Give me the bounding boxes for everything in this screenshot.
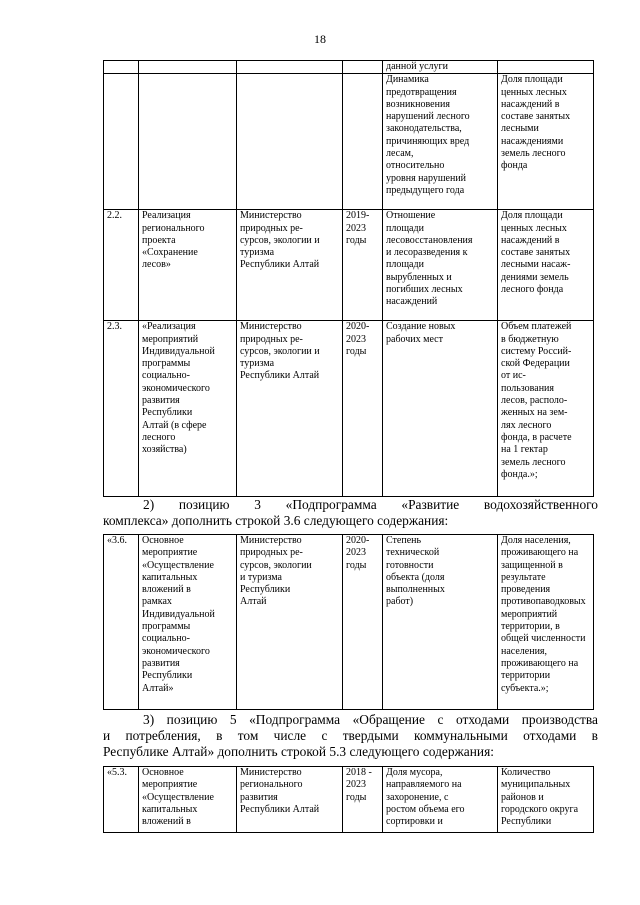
paragraph-line: комплекса» дополнить строкой 3.6 следующего содержания: — [103, 513, 449, 528]
paragraph-item-3 — [103, 712, 598, 760]
table-waste — [103, 766, 594, 833]
cell-result: Количество муниципальных районов и городского округа Республики — [498, 767, 594, 833]
cell-result: Доля населения, проживающего на защищенной в результате проведения противопаводковых мероприятий территории, в общей численности населения, проживающего на территории субъекта.»; — [498, 535, 594, 710]
cell-indicator: Степень технической готовности объекта (доля выполненных работ) — [383, 535, 498, 710]
cell-event: «Реализация мероприятий Индивидуальной программы социально- экономического развития Республики Алтай (в сфере лесного хозяйства) — [139, 321, 237, 497]
cell-num: 2.3. — [104, 321, 139, 497]
cell-executor — [237, 61, 343, 74]
cell-num — [104, 74, 139, 210]
cell-event: Основное мероприятие «Осуществление капитальных вложений в рамках Индивидуальной программы социально- экономического развития Республики Алтай» — [139, 535, 237, 710]
table-row — [104, 767, 594, 833]
cell-num: «5.3. — [104, 767, 139, 833]
paragraph-item-2 — [103, 497, 598, 529]
cell-executor: Министерство природных ре- сурсов, экологии и туризма Республики Алтай — [237, 210, 343, 321]
cell-result: Доля площади ценных лесных насаждений в составе занятых лесными насаждениями земель лесного фонда — [498, 74, 594, 210]
cell-period: 2019- 2023 годы — [343, 210, 383, 321]
cell-period: 2020- 2023 годы — [343, 535, 383, 710]
cell-indicator: Отношение площади лесовосстановления и лесоразведения к площади вырубленных и погибших лесных насаждений — [383, 210, 498, 321]
cell-num: 2.2. — [104, 210, 139, 321]
paragraph-line: 2) позицию 3 «Подпрограмма «Развитие водохозяйственного — [143, 497, 598, 512]
cell-event: Реализация регионального проекта «Сохранение лесов» — [139, 210, 237, 321]
page-number: 18 — [314, 32, 326, 46]
cell-num — [104, 61, 139, 74]
cell-executor: Министерство регионального развития Республики Алтай — [237, 767, 343, 833]
table-row — [104, 535, 594, 710]
cell-result: Доля площади ценных лесных насаждений в составе занятых лесными насаж- дениями земель лесного фонда — [498, 210, 594, 321]
cell-result — [498, 61, 594, 74]
cell-period: 2020- 2023 годы — [343, 321, 383, 497]
cell-event: Основное мероприятие «Осуществление капитальных вложений в — [139, 767, 237, 833]
cell-indicator: данной услуги — [383, 61, 498, 74]
cell-executor — [237, 74, 343, 210]
table-row — [104, 74, 594, 210]
table-row — [104, 210, 594, 321]
cell-executor: Министерство природных ре- сурсов, экологии и туризма Республики Алтай — [237, 321, 343, 497]
paragraph-line: и потребления, в том числе с твердыми коммунальными отходами в — [103, 728, 598, 743]
cell-period — [343, 61, 383, 74]
cell-indicator: Доля мусора, направляемого на захоронение, с ростом объема его сортировки и — [383, 767, 498, 833]
table-row — [104, 321, 594, 497]
cell-event — [139, 61, 237, 74]
cell-executor: Министерство природных ре- сурсов, экологии и туризма Республики Алтай — [237, 535, 343, 710]
table-row — [104, 61, 594, 74]
cell-result: Объем платежей в бюджетную систему Россий- ской Федерации от ис- пользования лесов, располо- женных на зем- лях лесного фонда, в расчете на 1 гектар земель лесного фонда.»; — [498, 321, 594, 497]
cell-indicator: Создание новых рабочих мест — [383, 321, 498, 497]
cell-indicator: Динамика предотвращения возникновения нарушений лесного законодательства, причиняющих вред лесам, относительно уровня нарушений предыдущего года — [383, 74, 498, 210]
cell-period — [343, 74, 383, 210]
paragraph-line: Республике Алтай» дополнить строкой 5.3 следующего содержания: — [103, 744, 494, 759]
paragraph-line: 3) позицию 5 «Подпрограмма «Обращение с отходами производства — [143, 712, 598, 727]
table-forestry — [103, 60, 594, 497]
table-water — [103, 534, 594, 710]
cell-num: «3.6. — [104, 535, 139, 710]
cell-period: 2018 - 2023 годы — [343, 767, 383, 833]
cell-event — [139, 74, 237, 210]
